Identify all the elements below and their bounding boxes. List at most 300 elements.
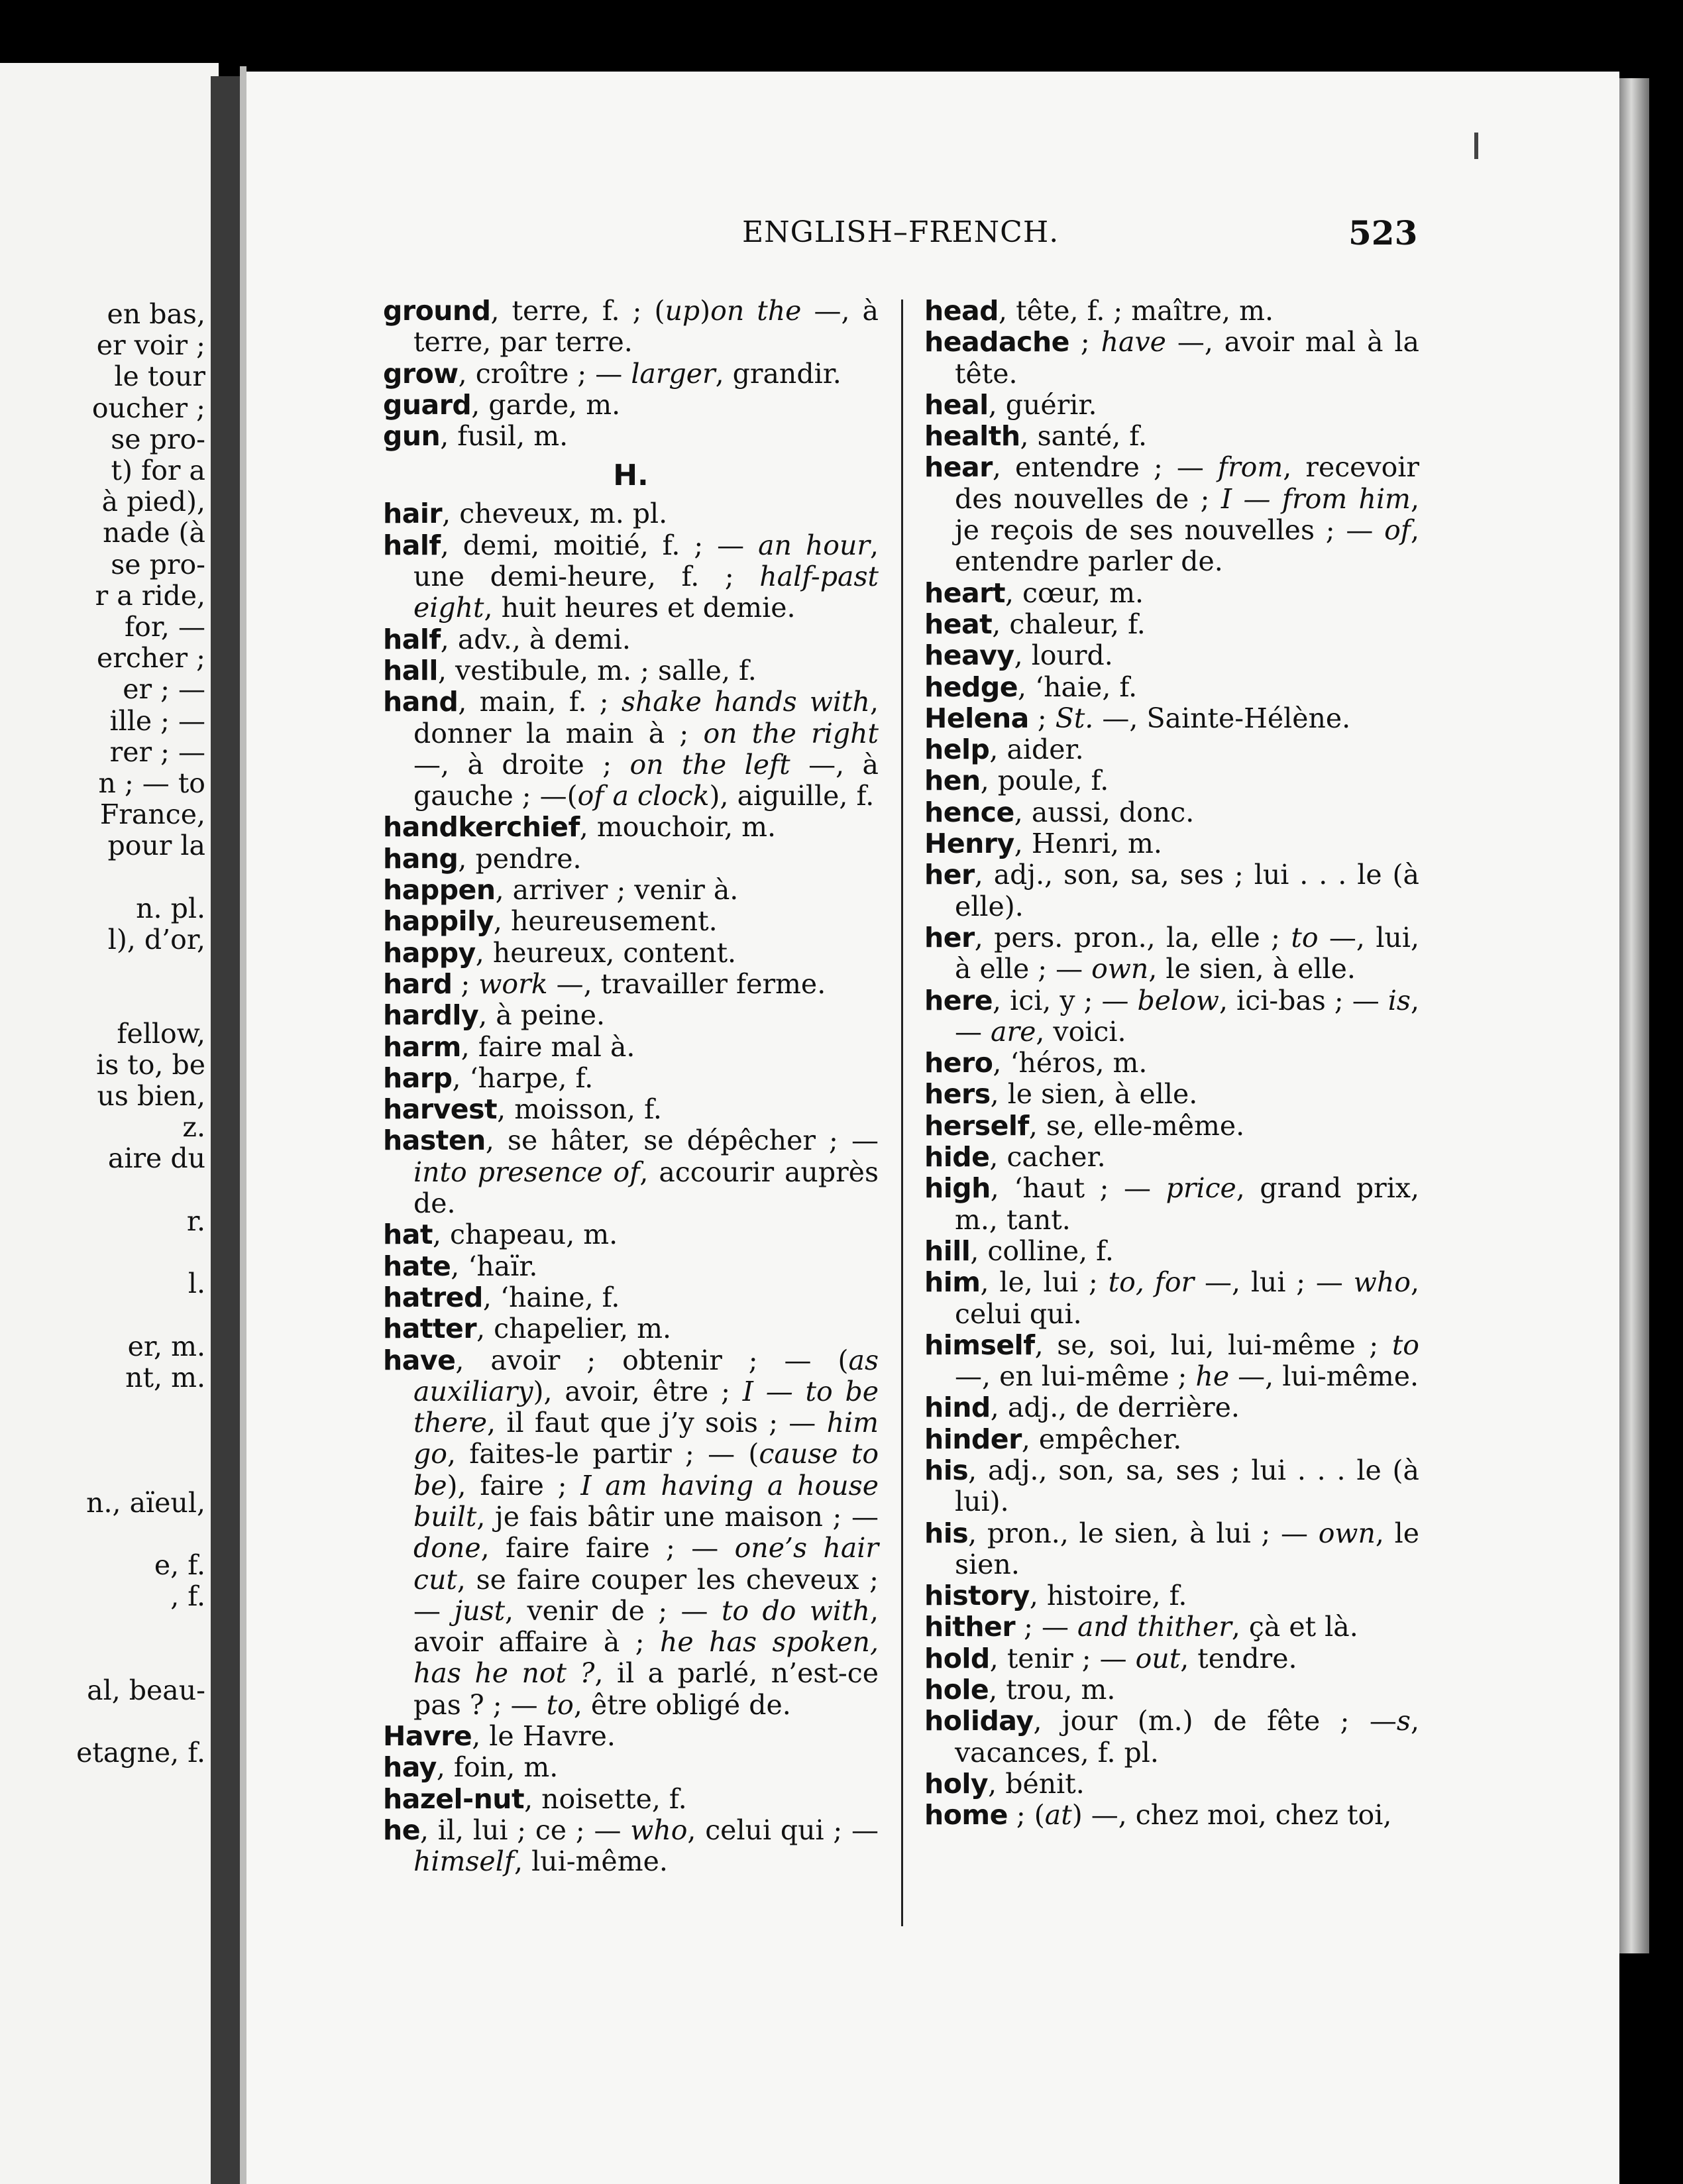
- dictionary-entry: [383, 390, 879, 421]
- italic-phrase: just: [454, 1594, 506, 1627]
- left-page-fragment: , f.: [170, 1580, 205, 1613]
- dictionary-entry: [924, 1048, 1419, 1079]
- headword: Havre: [383, 1720, 472, 1753]
- definition-text: —, lui, à elle ; —: [955, 921, 1419, 985]
- page-stack-edge: [1619, 78, 1649, 1953]
- dictionary-entry: [383, 1815, 879, 1878]
- headword: her: [924, 859, 975, 891]
- dictionary-entry: [383, 1721, 879, 1752]
- definition-text: , trou, m.: [989, 1674, 1116, 1706]
- left-page-fragment: rer ; —: [109, 736, 205, 768]
- italic-phrase: are: [991, 1015, 1036, 1048]
- headword: hasten: [383, 1124, 486, 1157]
- definition-text: , pendre.: [458, 842, 582, 875]
- definition-text: ): [700, 295, 711, 327]
- headword: hen: [924, 765, 981, 797]
- italic-phrase: out: [1135, 1642, 1181, 1674]
- definition-text: , le sien, à elle.: [1148, 953, 1356, 985]
- headword: here: [924, 984, 993, 1016]
- left-page-fragment: t) for a: [111, 455, 205, 486]
- definition-text: , à peine.: [478, 999, 606, 1032]
- headword: hear: [924, 451, 993, 484]
- definition-text: ), aiguille, f.: [709, 780, 875, 812]
- definition-text: , être obligé de.: [573, 1688, 791, 1721]
- dictionary-entry: [383, 969, 879, 1000]
- definition-text: , accourir auprès de.: [413, 1156, 879, 1220]
- left-page-fragment: n. pl.: [136, 892, 205, 924]
- definition-text: , garde, m.: [471, 388, 621, 421]
- headword: hide: [924, 1141, 990, 1174]
- definition-text: ;: [1028, 702, 1056, 734]
- italic-phrase: into presence of: [413, 1156, 640, 1188]
- headword: herself: [924, 1109, 1029, 1142]
- definition-text: , se, soi, lui, lui-même ;: [1034, 1329, 1392, 1361]
- left-page-fragment: le tour: [114, 360, 205, 393]
- dictionary-entry: [383, 1282, 879, 1313]
- definition-text: , bénit.: [988, 1767, 1085, 1800]
- definition-text: , ‘haie, f.: [1018, 671, 1138, 703]
- definition-text: , lourd.: [1014, 639, 1113, 672]
- definition-text: , jour (m.) de fête ; —: [1033, 1705, 1397, 1737]
- definition-text: ; (: [1007, 1799, 1045, 1831]
- dictionary-entry: [924, 640, 1419, 671]
- italic-phrase: him go: [413, 1407, 879, 1470]
- definition-text: , histoire, f.: [1029, 1580, 1187, 1612]
- headword: hence: [924, 796, 1014, 828]
- headword: harm: [383, 1030, 461, 1063]
- headword: heat: [924, 608, 993, 640]
- italic-phrase: who: [1353, 1266, 1411, 1299]
- dictionary-entry: [924, 1455, 1419, 1518]
- definition-text: , ‘haut ; —: [990, 1172, 1166, 1205]
- headword: holiday: [924, 1705, 1034, 1737]
- definition-text: , —: [955, 984, 1419, 1048]
- definition-text: , pers. pron., la, elle ;: [974, 921, 1291, 954]
- dictionary-column-1: [383, 296, 879, 1878]
- italic-phrase: as auxiliary: [413, 1344, 879, 1407]
- italic-phrase: own: [1318, 1517, 1376, 1549]
- definition-text: —, lui ; —: [1194, 1266, 1354, 1299]
- dictionary-entry: [383, 624, 879, 655]
- dictionary-entry: [924, 1769, 1419, 1800]
- definition-text: , adj., son, sa, ses ; lui . . . le (à lui).: [955, 1454, 1419, 1518]
- definition-text: , tenir ; —: [989, 1642, 1136, 1674]
- headword: hand: [383, 686, 459, 718]
- dictionary-entry: [383, 844, 879, 875]
- italic-phrase: done: [413, 1532, 481, 1564]
- dictionary-entry: [924, 452, 1419, 577]
- left-page-edge: [0, 63, 219, 2184]
- headword: hither: [924, 1611, 1016, 1643]
- headword: hatter: [383, 1313, 477, 1345]
- italic-phrase: half-past eight: [413, 561, 879, 624]
- definition-text: , chapeau, m.: [432, 1219, 618, 1251]
- definition-text: , colline, f.: [970, 1234, 1114, 1267]
- left-page-fragment: France,: [99, 798, 205, 831]
- headword: have: [383, 1344, 456, 1376]
- left-page-fragment: z.: [182, 1111, 205, 1144]
- definition-text: , vacances, f. pl.: [955, 1705, 1419, 1769]
- definition-text: , avoir ; obtenir ; — (: [455, 1344, 849, 1376]
- italic-phrase: one’s hair cut: [413, 1532, 879, 1596]
- definition-text: , il faut que j’y sois ; —: [487, 1407, 827, 1439]
- definition-text: ;: [452, 967, 479, 1000]
- margin-mark: [1474, 133, 1478, 159]
- headword: history: [924, 1580, 1030, 1612]
- left-page-fragment: er voir ;: [96, 329, 205, 362]
- italic-phrase: is: [1387, 984, 1411, 1016]
- italic-phrase: shake hands with: [621, 686, 870, 718]
- dictionary-entry: [924, 421, 1419, 452]
- italic-phrase: larger: [631, 357, 716, 390]
- italic-phrase: and thither: [1077, 1611, 1232, 1643]
- dictionary-entry: [383, 1251, 879, 1282]
- italic-phrase: below: [1137, 984, 1219, 1016]
- dictionary-entry: [924, 859, 1419, 922]
- dictionary-entry: [924, 1330, 1419, 1393]
- italic-phrase: an hour: [758, 529, 870, 561]
- headword: hazel-nut: [383, 1782, 525, 1815]
- definition-text: , ici-bas ; —: [1219, 984, 1388, 1016]
- italic-phrase: himself: [413, 1845, 514, 1878]
- italic-phrase: of a clock: [577, 780, 710, 812]
- italic-phrase: from: [1217, 451, 1283, 484]
- left-page-fragment: pour la: [107, 830, 205, 862]
- headword: hill: [924, 1234, 971, 1267]
- italic-phrase: he has spoken, has he not ?: [413, 1626, 879, 1690]
- definition-text: , lui-même.: [514, 1845, 668, 1878]
- definition-text: , il a parlé, n’est-ce pas ? ; —: [413, 1657, 879, 1721]
- dictionary-entry: [924, 828, 1419, 859]
- definition-text: , chapelier, m.: [476, 1313, 672, 1345]
- definition-text: —, lui-même.: [1229, 1360, 1419, 1393]
- dictionary-entry: [383, 421, 879, 452]
- dictionary-entry: [383, 1063, 879, 1094]
- definition-text: , je reçois de ses nouvelles ; —: [955, 482, 1419, 547]
- italic-phrase: price: [1166, 1172, 1236, 1205]
- italic-phrase: I — from him: [1221, 482, 1411, 515]
- italic-phrase: St.: [1055, 702, 1094, 734]
- dictionary-entry: [924, 1800, 1419, 1831]
- definition-text: —, à droite ;: [413, 748, 630, 781]
- headword: happily: [383, 905, 494, 938]
- definition-text: , tête, f. ; maître, m.: [999, 295, 1274, 327]
- headword: himself: [924, 1329, 1035, 1361]
- headword: hers: [924, 1078, 991, 1111]
- dictionary-entry: [924, 1392, 1419, 1423]
- definition-text: , grand prix, m., tant.: [955, 1172, 1419, 1236]
- headword: handkerchief: [383, 811, 580, 844]
- definition-text: , ‘héros, m.: [993, 1047, 1148, 1079]
- headword: hate: [383, 1250, 451, 1282]
- column-divider: [901, 300, 903, 1926]
- italic-phrase: at: [1044, 1799, 1072, 1831]
- definition-text: , donner la main à ;: [413, 686, 879, 749]
- italic-phrase: own: [1091, 953, 1149, 985]
- left-page-fragment: for, —: [124, 611, 205, 643]
- headword: happy: [383, 936, 476, 969]
- dictionary-entry: [383, 1345, 879, 1721]
- left-page-fragment: ercher ;: [97, 642, 205, 675]
- page-number: 523: [1348, 213, 1418, 252]
- left-page-fragment: oucher ;: [91, 392, 205, 424]
- definition-text: , noisette, f.: [524, 1782, 687, 1815]
- definition-text: —, en lui-même ;: [955, 1360, 1196, 1393]
- headword: heart: [924, 576, 1005, 609]
- definition-text: , santé, f.: [1020, 420, 1148, 453]
- italic-phrase: to do with: [721, 1594, 870, 1627]
- italic-phrase: to: [1291, 921, 1319, 954]
- definition-text: ) —, chez moi, chez toi,: [1071, 1799, 1392, 1831]
- dictionary-entry: [924, 1424, 1419, 1455]
- dictionary-entry: [924, 1236, 1419, 1267]
- dictionary-entry: [924, 296, 1419, 327]
- definition-text: , pron., le sien, à lui ; —: [968, 1517, 1319, 1549]
- dictionary-entry: [383, 1219, 879, 1250]
- headword: half: [383, 529, 441, 561]
- definition-text: , foin, m.: [436, 1751, 559, 1784]
- definition-text: , se faire couper les cheveux ; —: [413, 1563, 879, 1627]
- dictionary-entry: [383, 1125, 879, 1219]
- left-page-fragment: etagne, f.: [76, 1737, 205, 1769]
- definition-text: , poule, f.: [980, 765, 1109, 797]
- left-page-fragment: er ; —: [123, 673, 205, 706]
- headword: hardly: [383, 999, 479, 1032]
- definition-text: , ‘haïr.: [451, 1250, 538, 1282]
- headword: hinder: [924, 1423, 1022, 1455]
- dictionary-entry: [924, 578, 1419, 609]
- headword: half: [383, 623, 441, 655]
- headword: hair: [383, 498, 443, 530]
- headword: guard: [383, 388, 472, 421]
- left-page-fragment: l.: [188, 1268, 205, 1300]
- definition-text: , arriver ; venir à.: [495, 874, 739, 906]
- definition-text: , entendre parler de.: [955, 514, 1419, 578]
- dictionary-entry: [383, 655, 879, 686]
- left-page-fragment: e, f.: [154, 1549, 205, 1581]
- italic-phrase: on the left: [629, 748, 790, 781]
- definition-text: , entendre ; —: [992, 451, 1218, 484]
- definition-text: —, travailler ferme.: [547, 967, 826, 1000]
- definition-text: , main, f. ;: [458, 686, 622, 718]
- headword: his: [924, 1454, 969, 1486]
- headword: headache: [924, 326, 1069, 358]
- definition-text: , adj., son, sa, ses ; lui . . . le (à elle).: [955, 859, 1419, 922]
- headword: hat: [383, 1219, 433, 1251]
- section-letter: H.: [613, 459, 649, 493]
- dictionary-entry: [924, 1111, 1419, 1142]
- definition-text: , recevoir des nouvelles de ;: [955, 451, 1419, 515]
- dictionary-entry: [924, 765, 1419, 796]
- italic-phrase: he: [1195, 1360, 1230, 1393]
- left-page-fragment: al, beau-: [87, 1674, 205, 1706]
- definition-text: , guérir.: [988, 388, 1097, 421]
- dictionary-entry: [383, 686, 879, 812]
- dictionary-entry: [383, 1784, 879, 1815]
- italic-phrase: to: [546, 1688, 574, 1721]
- dictionary-entry: [383, 1032, 879, 1063]
- definition-text: , çà et là.: [1231, 1611, 1358, 1643]
- headword: Henry: [924, 828, 1014, 860]
- definition-text: , empêcher.: [1021, 1423, 1182, 1455]
- headword: high: [924, 1172, 991, 1205]
- definition-text: , aussi, donc.: [1014, 796, 1195, 828]
- definition-text: ; —: [1015, 1611, 1077, 1643]
- dictionary-entry: [383, 938, 879, 969]
- italic-phrase: work: [478, 967, 548, 1000]
- dictionary-entry: [383, 358, 879, 390]
- definition-text: —, à terre, par terre.: [413, 295, 879, 358]
- left-page-fragment: ille ; —: [109, 704, 205, 737]
- definition-text: , adv., à demi.: [440, 623, 631, 655]
- definition-text: , faites-le partir ; — (: [447, 1438, 759, 1470]
- definition-text: , heureux, content.: [475, 936, 737, 969]
- italic-phrase: to, for: [1108, 1266, 1195, 1299]
- headword: harvest: [383, 1093, 498, 1126]
- dictionary-entry: [924, 985, 1419, 1048]
- left-page-fragment: se pro-: [111, 423, 205, 455]
- dictionary-entry: [383, 296, 879, 358]
- definition-text: , faire mal à.: [461, 1030, 635, 1063]
- definition-text: , grandir.: [715, 357, 842, 390]
- dictionary-entry: [924, 734, 1419, 765]
- definition-text: , ‘haine, f.: [482, 1281, 620, 1313]
- page-edge-shadow: [240, 66, 246, 2184]
- definition-text: —, avoir mal à la tête.: [955, 326, 1419, 390]
- left-page-fragment: l), d’or,: [107, 924, 205, 956]
- left-page-fragment: er, m.: [127, 1330, 205, 1362]
- dictionary-entry: [924, 1611, 1419, 1643]
- definition-text: , venir de ; —: [505, 1594, 722, 1627]
- headword: hay: [383, 1751, 437, 1784]
- definition-text: , se, elle-même.: [1028, 1109, 1245, 1142]
- dictionary-entry: [383, 1752, 879, 1783]
- dictionary-entry: [383, 875, 879, 906]
- left-page-fragment: en bas,: [107, 298, 205, 330]
- dictionary-entry: [924, 1173, 1419, 1236]
- dictionary-entry: [924, 390, 1419, 421]
- italic-phrase: to: [1391, 1329, 1419, 1361]
- headword: hole: [924, 1674, 989, 1706]
- italic-phrase: of: [1384, 514, 1411, 547]
- definition-text: , je fais bâtir une maison ; —: [476, 1500, 879, 1533]
- headword: hedge: [924, 671, 1018, 703]
- definition-text: , terre, f. ; (: [490, 295, 665, 327]
- italic-phrase: who: [630, 1814, 688, 1846]
- left-page-fragment: nt, m.: [125, 1361, 205, 1393]
- definition-text: , avoir affaire à ;: [413, 1594, 879, 1659]
- definition-text: , moisson, f.: [497, 1093, 662, 1126]
- italic-phrase: have: [1101, 326, 1166, 358]
- italic-phrase: I am having a house built: [413, 1469, 879, 1533]
- dictionary-entry: [924, 797, 1419, 828]
- headword: help: [924, 734, 990, 766]
- dictionary-entry: [383, 1000, 879, 1031]
- dictionary-entry: [924, 327, 1419, 390]
- definition-text: , croître ; —: [458, 357, 631, 390]
- definition-text: , cœur, m.: [1004, 576, 1144, 609]
- headword: her: [924, 921, 975, 954]
- dictionary-entry: [924, 609, 1419, 640]
- dictionary-entry: [924, 922, 1419, 985]
- definition-text: , cheveux, m. pl.: [442, 498, 668, 530]
- headword: hind: [924, 1392, 991, 1424]
- left-page-fragment: is to, be: [96, 1048, 205, 1081]
- definition-text: , tendre.: [1180, 1642, 1297, 1674]
- headword: home: [924, 1799, 1008, 1831]
- left-page-fragment: r.: [186, 1205, 205, 1237]
- definition-text: , aider.: [989, 734, 1084, 766]
- headword: Helena: [924, 702, 1029, 734]
- definition-text: , ici, y ; —: [993, 984, 1138, 1016]
- definition-text: —, Sainte-Hélène.: [1093, 702, 1351, 734]
- dictionary-entry: [924, 1674, 1419, 1706]
- headword: hall: [383, 654, 438, 686]
- definition-text: , mouchoir, m.: [579, 811, 777, 844]
- headword: harp: [383, 1062, 453, 1094]
- dictionary-entry: [924, 672, 1419, 703]
- headword: heavy: [924, 639, 1014, 672]
- left-page-fragment: r a ride,: [95, 579, 205, 612]
- left-page-fragment: fellow,: [117, 1017, 205, 1050]
- dictionary-entry: [383, 812, 879, 843]
- dictionary-column-2: [924, 296, 1419, 1831]
- dictionary-entry: [383, 530, 879, 624]
- definition-text: , le sien, à elle.: [990, 1078, 1198, 1111]
- definition-text: , heureusement.: [493, 905, 718, 938]
- definition-text: , le, lui ;: [980, 1266, 1109, 1299]
- definition-text: , chaleur, f.: [992, 608, 1146, 640]
- dictionary-entry: [924, 1643, 1419, 1674]
- headword: hard: [383, 967, 453, 1000]
- left-page-fragment: aire du: [107, 1142, 205, 1175]
- left-page-fragment: se pro-: [111, 548, 205, 580]
- definition-text: , le Havre.: [472, 1720, 616, 1753]
- definition-text: , demi, moitié, f. ; —: [440, 529, 759, 561]
- headword: hold: [924, 1642, 990, 1674]
- definition-text: , vestibule, m. ; salle, f.: [437, 654, 757, 686]
- left-page-fragment: n ; — to: [98, 767, 205, 799]
- definition-text: , cacher.: [989, 1141, 1106, 1174]
- dictionary-entry: [924, 1079, 1419, 1110]
- headword: head: [924, 295, 999, 327]
- definition-text: , faire faire ; —: [480, 1532, 735, 1564]
- left-page-fragment: nade (à: [103, 517, 205, 549]
- definition-text: —, à gauche ; —(: [413, 748, 879, 812]
- headword: hero: [924, 1047, 993, 1079]
- italic-phrase: cause to be: [413, 1438, 879, 1502]
- definition-text: , celui qui.: [955, 1266, 1419, 1330]
- headword: him: [924, 1266, 981, 1299]
- left-page-fragment: n., aïeul,: [86, 1486, 205, 1519]
- headword: hang: [383, 842, 459, 875]
- definition-text: , le sien.: [955, 1517, 1419, 1580]
- definition-text: , fusil, m.: [440, 420, 569, 453]
- dictionary-entry: [383, 906, 879, 937]
- left-page-fragment: à pied),: [101, 486, 205, 518]
- definition-text: , une demi-heure, f. ;: [413, 529, 879, 593]
- dictionary-entry: [383, 498, 879, 529]
- definition-text: , ‘harpe, f.: [452, 1062, 594, 1094]
- italic-phrase: up: [665, 295, 700, 327]
- dictionary-entry: [383, 1094, 879, 1125]
- dictionary-entry: [924, 703, 1419, 734]
- italic-phrase: s: [1396, 1705, 1411, 1737]
- headword: health: [924, 420, 1020, 453]
- definition-text: ;: [1069, 326, 1101, 358]
- headword: happen: [383, 874, 496, 906]
- definition-text: , se hâter, se dépêcher ; —: [485, 1124, 879, 1157]
